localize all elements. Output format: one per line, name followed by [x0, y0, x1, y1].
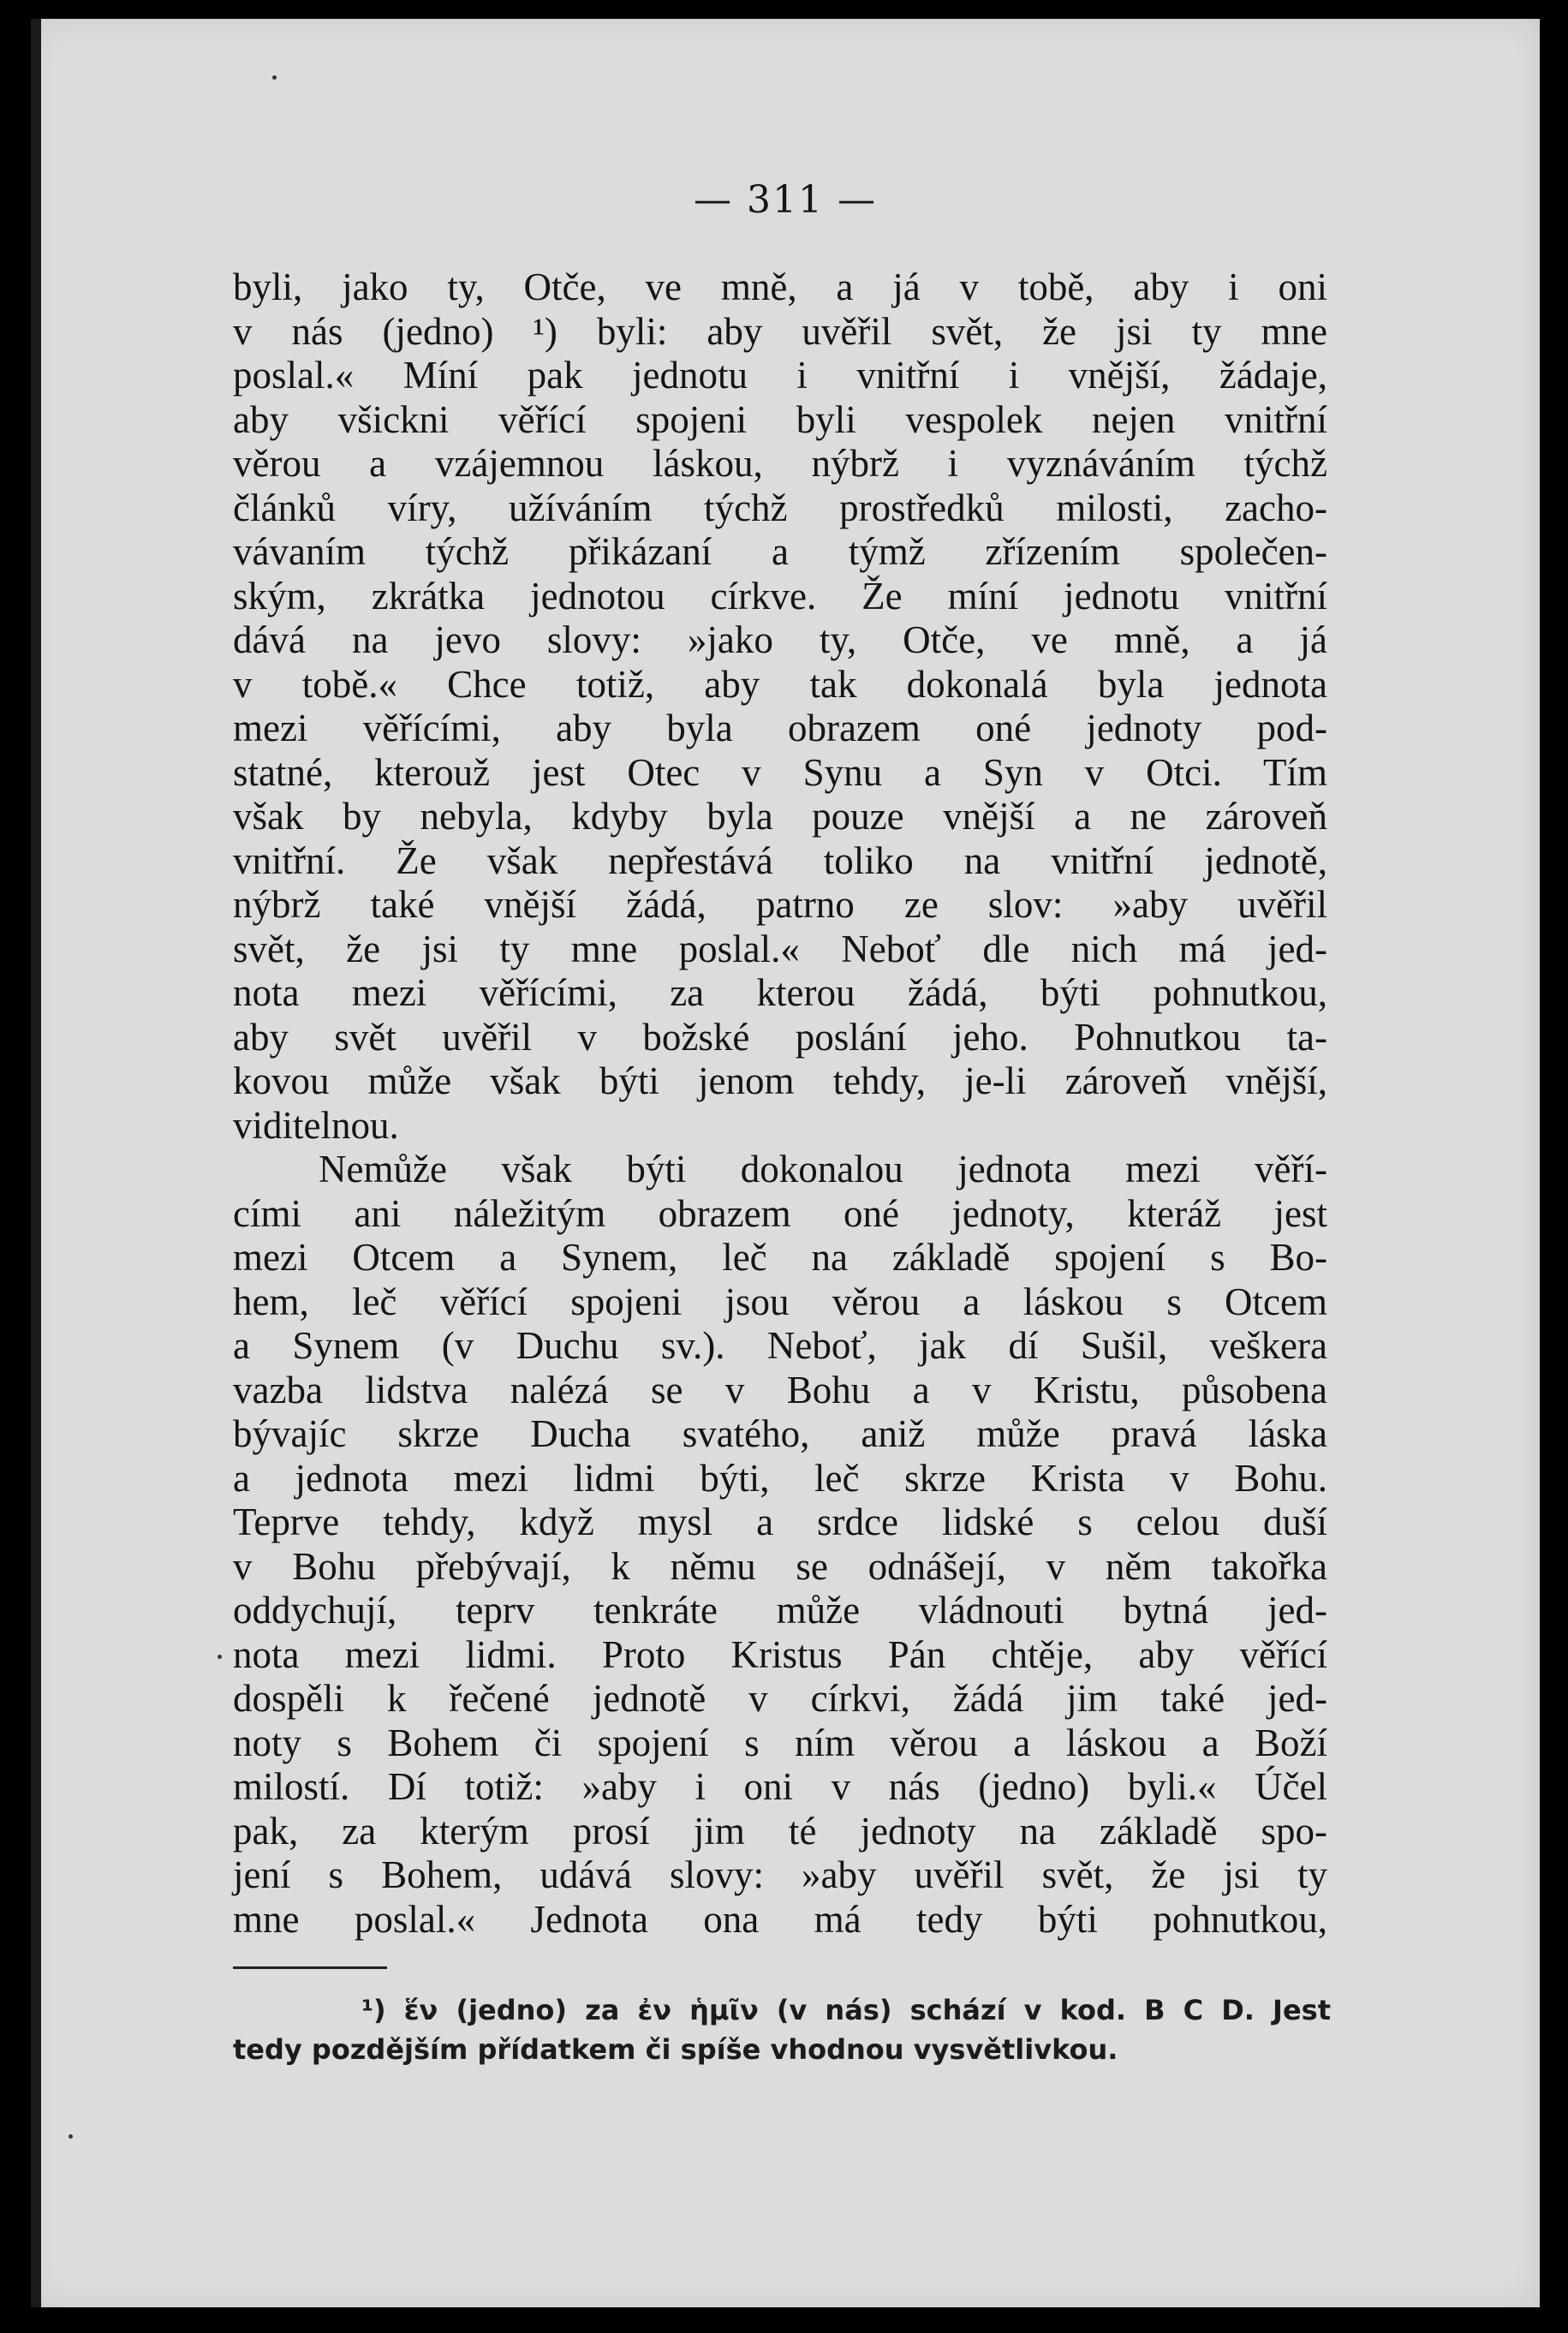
text-line: svět, že jsi ty mne poslal.« Neboť dle nich má jed-	[233, 927, 1327, 970]
text-line: vávaním týchž přikázaní a týmž zřízením společen-	[233, 530, 1327, 573]
text-line: pak, za kterým prosí jim té jednoty na základě spo-	[233, 1809, 1327, 1853]
page-binding-edge	[31, 19, 41, 2307]
text-line: mezi Otcem a Synem, leč na základě spojení s Bo-	[233, 1236, 1327, 1279]
text-line: v Bohu přebývají, k němu se odnášejí, v něm takořka	[233, 1544, 1327, 1588]
text-line: vnitřní. Že však nepřestává toliko na vnitřní jednotě,	[233, 838, 1327, 882]
page-number: — 311 —	[694, 178, 877, 222]
footnote-separator	[233, 1966, 387, 1969]
text-line: statné, kterouž jest Otec v Synu a Syn v Otci. Tím	[233, 750, 1327, 794]
text-line: věrou a vzájemnou láskou, nýbrž i vyznáváním týchž	[233, 442, 1327, 485]
text-line: nota mezi věřícími, za kterou žádá, býti pohnutkou,	[233, 971, 1327, 1014]
text-line: jení s Bohem, udává slovy: »aby uvěřil svět, že jsi ty	[233, 1853, 1327, 1896]
footnote	[233, 1990, 1331, 2069]
text-line: oddychují, teprv tenkráte může vládnouti bytná jed-	[233, 1589, 1327, 1632]
footnote-line: tedy pozdějším přídatkem či spíše vhodnou vysvětlivkou.	[233, 2033, 1118, 2066]
text-line: cími ani náležitým obrazem oné jednoty, kteráž jest	[233, 1191, 1327, 1235]
text-line: nota mezi lidmi. Proto Kristus Pán chtěje, aby věřící	[233, 1632, 1327, 1676]
body-text	[233, 266, 1327, 1942]
text-line: byli, jako ty, Otče, ve mně, a já v tobě, aby i oni	[233, 266, 1327, 308]
text-line: aby všickni věřící spojeni byli vespolek nejen vnitřní	[233, 397, 1327, 441]
text-line: ským, zkrátka jednotou církve. Že míní jednotu vnitřní	[233, 574, 1327, 618]
text-line: kovou může však býti jenom tehdy, je-li zároveň vnější,	[233, 1059, 1327, 1102]
text-line: milostí. Dí totiž: »aby i oni v nás (jedno) byli.« Účel	[233, 1765, 1327, 1808]
text-line: Teprve tehdy, když mysl a srdce lidské s celou duší	[233, 1501, 1327, 1543]
text-line: v nás (jedno) ¹) byli: aby uvěřil svět, že jsi ty mne	[233, 309, 1327, 353]
text-line: vazba lidstva nalézá se v Bohu a v Kristu, působena	[233, 1368, 1327, 1411]
text-line: dospěli k řečené jednotě v církvi, žádá jim také jed-	[233, 1677, 1327, 1720]
text-line: dává na jevo slovy: »jako ty, Otče, ve mně, a já	[233, 618, 1327, 661]
text-line: v tobě.« Chce totiž, aby tak dokonalá byla jednota	[233, 662, 1327, 706]
text-line: a jednota mezi lidmi býti, leč skrze Krista v Bohu.	[233, 1456, 1327, 1500]
text-line: hem, leč věřící spojeni jsou věrou a láskou s Otcem	[233, 1280, 1327, 1323]
footnote-line: ¹) ἕν (jedno) za ἐν ἡμῖν (v nás) schází v kod. B C D. Jest	[361, 1994, 1331, 2026]
paper-speck	[218, 1655, 222, 1659]
text-line: článků víry, užíváním týchž prostředků milosti, zacho-	[233, 486, 1327, 529]
text-line: viditelnou.	[233, 1103, 399, 1147]
book-page	[31, 19, 1540, 2307]
text-line: bývajíc skrze Ducha svatého, aniž může pravá láska	[233, 1412, 1327, 1455]
paper-speck	[69, 2134, 73, 2139]
text-line: aby svět uvěřil v božské poslání jeho. Pohnutkou ta-	[233, 1015, 1327, 1059]
text-line: a Synem (v Duchu sv.). Neboť, jak dí Sušil, veškera	[233, 1324, 1327, 1367]
text-line: nýbrž také vnější žádá, patrno ze slov: »aby uvěřil	[233, 883, 1327, 926]
text-line: mne poslal.« Jednota ona má tedy býti pohnutkou,	[233, 1897, 1327, 1941]
text-line: poslal.« Míní pak jednotu i vnitřní i vnější, žádaje,	[233, 354, 1327, 397]
paper-speck	[272, 75, 277, 80]
paragraph-start-line: Nemůže však býti dokonalou jednota mezi věří-	[319, 1148, 1327, 1190]
text-line: však by nebyla, kdyby byla pouze vnější a ne zároveň	[233, 795, 1327, 838]
text-line: mezi věřícími, aby byla obrazem oné jednoty pod-	[233, 707, 1327, 749]
text-line: noty s Bohem či spojení s ním věrou a láskou a Boží	[233, 1721, 1327, 1764]
